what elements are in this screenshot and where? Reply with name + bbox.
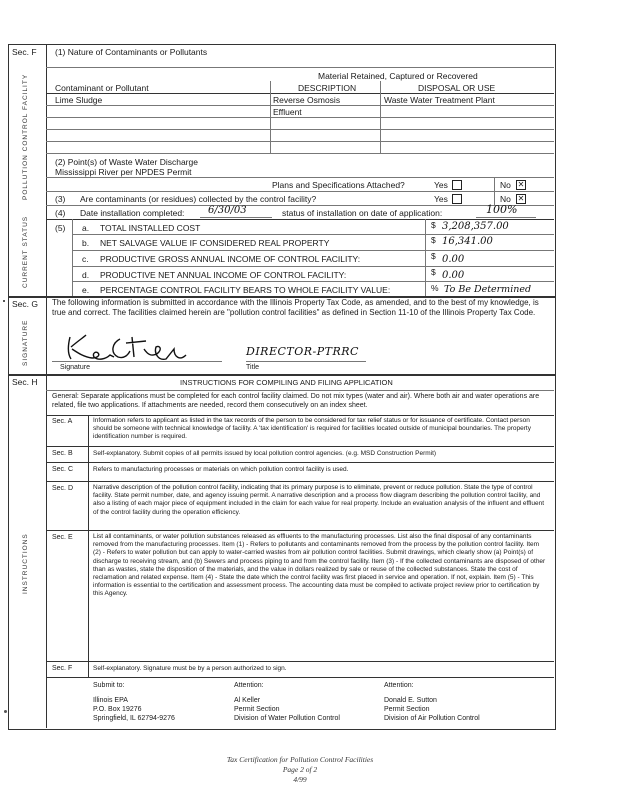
footer-line1: Tax Certification for Pollution Control Facilities [226,755,374,764]
addr1-line1: Illinois EPA [93,697,128,704]
line-d-value: 0.00 [442,270,465,281]
sec-f-instr-label: Sec. F [52,665,73,672]
divider [46,205,554,206]
sec-e-label: Sec. E [52,534,73,541]
table-line [46,153,554,154]
sec-b-label: Sec. B [52,450,73,457]
item5-divider [72,219,73,296]
title-line [246,361,366,362]
row1-contaminant: Lime Sludge [55,95,103,105]
scan-speck [3,300,5,302]
line-c-letter: c. [82,254,89,264]
line-e-pct: % [431,283,439,293]
table-line [46,105,554,106]
divider [46,191,554,192]
col-description: DESCRIPTION [298,83,357,93]
signature-label: Signature [60,364,90,371]
addr1-line3: Springfield, IL 62794-9276 [93,715,175,722]
plans-yes-checkbox[interactable] [452,180,462,190]
divider [46,530,554,531]
line-a-value: 3,208,357.00 [442,221,509,232]
footer-line2: Page 2 of 2 [282,765,318,774]
status-underline [476,217,536,218]
point-title: (2) Point(s) of Waste Water Discharge [55,157,198,167]
line-b-letter: b. [82,238,90,248]
value-col-divider [425,219,426,296]
scan-speck [4,710,7,713]
table-col-line [380,81,381,153]
section-h-title: INSTRUCTIONS FOR COMPILING AND FILING APPLICATION [180,378,393,387]
footer-line3: 4/99 [293,775,307,784]
divider [46,462,554,463]
addr3-line1: Donald E. Sutton [384,697,437,704]
item3-no-checkbox[interactable]: ✕ [517,194,525,203]
yes-no-divider [494,177,495,205]
row2-description: Effluent [273,107,302,117]
point-value: Mississippi River per NPDES Permit [55,167,192,177]
item3-yes-checkbox[interactable] [452,194,462,204]
instruction-sec-divider [88,415,89,677]
table-col-line [270,81,271,153]
line-c-dollar: $ [431,251,436,261]
col-disposal: DISPOSAL OR USE [418,83,496,93]
item4-text: Date installation completed: [80,208,185,218]
section-label-divider [46,296,47,374]
nature-title: (1) Nature of Contaminants or Pollutants [55,47,208,57]
sec-a-label: Sec. A [52,418,73,425]
sec-d-label: Sec. D [52,485,74,492]
status-value: 100% [486,203,518,216]
divider [46,67,554,68]
line-a-letter: a. [82,223,90,233]
section-f-vertical-label-2: CURRENT STATUS [22,215,29,288]
section-f-vertical-label: POLLUTION CONTROL FACILITY [22,73,29,200]
item3-yes: Yes [434,194,448,204]
line-b-dollar: $ [431,235,436,245]
section-h-vertical-label: INSTRUCTIONS [22,533,29,594]
signature [62,331,192,365]
item3-no: No [500,194,511,204]
line-e-value: To Be Determined [444,284,532,295]
sec-c-text: Refers to manufacturing processes or materials on which pollution control facility is used. [93,466,349,473]
section-f-label: Sec. F [12,47,37,57]
sec-b-text: Self-explanatory. Submit copies of all permits issued by local pollution control agencies. (e.g. MSD Construction Permit) [93,450,437,457]
addr2-line1: Al Keller [234,697,261,704]
item5-number: (5) [55,223,66,233]
item3-number: (3) [55,194,66,204]
col-contaminant: Contaminant or Pollutant [55,83,149,93]
row1-description: Reverse Osmosis [273,95,341,105]
section-g-text: The following information is submitted in accordance with the Illinois Property Tax Code, as amended, and to the best of my knowledge, is true and correct. The facilities claimed herein are "pollution control facilities" as defined in Section 11-10 of the Illinois Property Tax Code. [52,298,539,317]
section-g-vertical-label: SIGNATURE [22,319,29,366]
section-g-label: Sec. G [12,299,38,309]
item4-date: 6/30/03 [208,205,247,216]
divider [72,234,554,235]
table-line [46,117,554,118]
table-line [46,93,554,94]
divider [46,219,554,220]
line-e-label: PERCENTAGE CONTROL FACILITY BEARS TO WHOLE FACILITY VALUE: [100,285,391,295]
addr3-line3: Division of Air Pollution Control [384,715,480,722]
item4-number: (4) [55,208,66,218]
title-label: Title [246,364,259,371]
divider [72,281,554,282]
line-d-label: PRODUCTIVE NET ANNUAL INCOME OF CONTROL FACILITY: [100,270,347,280]
line-d-dollar: $ [431,267,436,277]
sec-a-text: Information refers to applicant as listed in the tax records of the person to be considered for tax relief status or for issuance of certificate. Contact person should be someone with technical knowledge of facility. A 'tax identification' is required for facilities located outside of municipal boundaries. The property identification number is required. [93,417,531,441]
section-h-label: Sec. H [12,377,38,387]
divider [46,677,554,678]
title-value: DIRECTOR-PTRRC [246,345,359,358]
divider [72,266,554,267]
table-line [46,129,554,130]
general-text: General: Separate applications must be completed for each control facility claimed. Do not mix types (water and air). Where both air and water operations are related, file two applications. If attachments are needed, record them consecutively on an index sheet. [52,393,540,409]
divider [72,250,554,251]
line-a-label: TOTAL INSTALLED COST [100,223,201,233]
row1-disposal: Waste Water Treatment Plant [384,95,495,105]
attention-label-2: Attention: [384,682,414,689]
line-e-letter: e. [82,285,90,295]
line-b-value: 16,341.00 [442,236,493,247]
attention-label-1: Attention: [234,682,264,689]
line-c-label: PRODUCTIVE GROSS ANNUAL INCOME OF CONTROL FACILITY: [100,254,361,264]
plans-no: No [500,180,511,190]
signature-line [52,361,222,362]
line-b-label: NET SALVAGE VALUE IF CONSIDERED REAL PROPERTY [100,238,330,248]
section-label-divider [46,44,47,296]
sec-e-text: List all contaminants, or water pollution substances released as effluents to the manufacturing processes. List also the final disposal of any contaminants removed from the manufacturing processes. Item (1) - Refers to pollutants and contaminants removed from the process by the pollution control facility. Item (2) - Refers to water pollution but can apply to water-carried wastes from air pollution control facilities. Submit drawings, which clearly show (a) Point(s) of discharge to receiving stream, and (b) Sewers and process piping to and from the control facility. Item (3) - If the collected contaminants are disposed of other than as wastes, state the disposition of the materials, and the value in dollars realized by sale or reuse of the collected substances. State the cost of reclamation and related expense. Item (4) - State the date which the control facility was first placed in service and operation. If not, explain. Item (5) - This information is essential to the certification and assessment process. The accounting data must be compiled to activate project review prior to certification by this Agency. [93,533,546,598]
line-c-value: 0.00 [442,254,465,265]
divider [46,661,554,662]
divider [46,415,554,416]
submit-to-label: Submit to: [93,682,125,689]
plans-no-checkbox[interactable]: ✕ [517,180,525,189]
date-underline [200,217,272,218]
table-line [46,141,554,142]
divider [46,390,554,391]
plans-yes: Yes [434,180,448,190]
divider [46,177,554,178]
sec-c-label: Sec. C [52,466,74,473]
item3-text: Are contaminants (or residues) collected by the control facility? [80,194,317,204]
section-label-divider [46,374,47,728]
sec-d-text: Narrative description of the pollution control facility, indicating that its primary purpose is to eliminate, prevent or reduce pollution. State the type of control facility. State permit number, date, and agency issuing permit. A narrative description and a process flow diagram describing the pollution control facility, and also a listing of each major piece of equipment included in the claim for each value for real property. Include an evaluation analysis of the influent and effluent of the control facility during the operation efficiency. [93,484,545,516]
material-header: Material Retained, Captured or Recovered [318,71,478,81]
addr1-line2: P.O. Box 19276 [93,706,142,713]
divider [46,481,554,482]
sec-f-instr-text: Self-explanatory. Signature must be by a person authorized to sign. [93,665,287,672]
divider [46,446,554,447]
plans-label: Plans and Specifications Attached? [272,180,405,190]
status-label: status of installation on date of application: [282,208,443,218]
addr2-line2: Permit Section [234,706,280,713]
line-d-letter: d. [82,270,90,280]
line-a-dollar: $ [431,220,436,230]
addr2-line3: Division of Water Pollution Control [234,715,340,722]
addr3-line2: Permit Section [384,706,430,713]
